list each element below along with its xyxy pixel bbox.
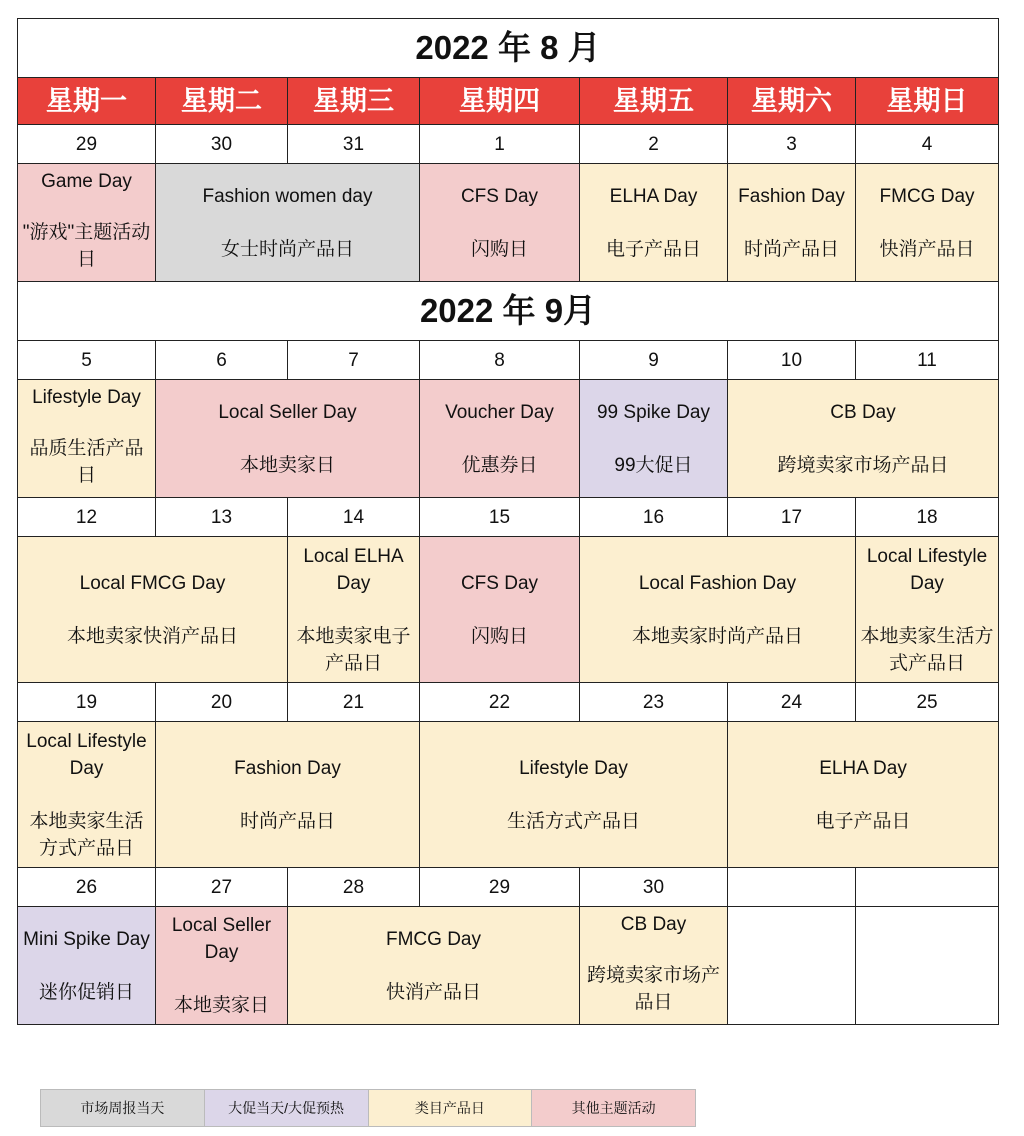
event-cell — [18, 537, 288, 683]
event-name-cn: 99大促日 — [614, 454, 693, 476]
event-cell — [420, 537, 580, 683]
event-cell — [18, 722, 156, 868]
event-name-en: ELHA Day — [609, 185, 698, 207]
event-cell — [856, 537, 999, 683]
event-name-cn: 迷你促销日 — [38, 981, 134, 1003]
calendar-table — [17, 18, 999, 1025]
date-cell: 31 — [288, 125, 420, 164]
date-cell: 15 — [420, 498, 580, 537]
date-cell: 30 — [580, 868, 728, 907]
event-name-cn: 快消产品日 — [385, 981, 481, 1003]
event-name-cn: 跨境卖家市场产品日 — [586, 965, 720, 1013]
event-cell — [156, 907, 288, 1025]
event-cell — [420, 380, 580, 498]
date-cell: 25 — [856, 683, 999, 722]
weekday-header: 星期三 — [288, 78, 420, 125]
event-name-cn: 生活方式产品日 — [506, 810, 640, 832]
date-cell: 10 — [728, 341, 856, 380]
event-name-cn: 女士时尚产品日 — [220, 238, 354, 260]
event-cell — [580, 907, 728, 1025]
event-cell — [580, 164, 728, 282]
event-name-cn: 优惠券日 — [461, 454, 538, 476]
date-cell: 18 — [856, 498, 999, 537]
event-cell — [856, 164, 999, 282]
weekday-header: 星期一 — [18, 78, 156, 125]
event-name-cn: 闪购日 — [470, 625, 528, 647]
date-cell — [728, 868, 856, 907]
date-cell: 20 — [156, 683, 288, 722]
event-name-en: Local Seller Day — [218, 401, 357, 423]
event-name-cn: 本地卖家日 — [173, 995, 269, 1016]
event-name-en: Voucher Day — [445, 401, 554, 423]
event-cell — [18, 164, 156, 282]
date-cell: 17 — [728, 498, 856, 537]
event-name-cn: 本地卖家电子产品日 — [296, 625, 411, 674]
event-name-cn: 跨境卖家市场产品日 — [777, 454, 949, 476]
event-name-en: Local Lifestyle Day — [26, 730, 147, 779]
event-name-cn: 电子产品日 — [605, 238, 701, 260]
legend — [40, 1089, 696, 1127]
empty-cell — [856, 907, 999, 1025]
event-name-cn: 本地卖家生活方式产品日 — [29, 810, 144, 859]
event-name-en: Lifestyle Day — [519, 757, 628, 779]
date-cell: 29 — [18, 125, 156, 164]
event-name-en: Lifestyle Day — [32, 387, 141, 408]
event-name-en: ELHA Day — [819, 757, 907, 779]
event-name-en: Game Day — [41, 171, 132, 192]
event-name-cn: 时尚产品日 — [239, 810, 335, 832]
date-cell: 24 — [728, 683, 856, 722]
empty-cell — [728, 907, 856, 1025]
event-name-en: CB Day — [830, 401, 896, 423]
legend-item-weekly: 市场周报当天 — [41, 1090, 205, 1126]
event-name-en: Local ELHA Day — [303, 545, 404, 594]
event-name-en: Fashion Day — [234, 757, 341, 779]
weekday-header: 星期六 — [728, 78, 856, 125]
date-cell: 9 — [580, 341, 728, 380]
date-cell: 26 — [18, 868, 156, 907]
event-name-en: CFS Day — [460, 185, 539, 207]
date-cell: 1 — [420, 125, 580, 164]
event-name-en: Local FMCG Day — [79, 572, 226, 594]
date-cell: 8 — [420, 341, 580, 380]
date-cell: 6 — [156, 341, 288, 380]
weekday-header: 星期四 — [420, 78, 580, 125]
event-name-cn: 快消产品日 — [879, 238, 975, 260]
legend-item-other: 其他主题活动 — [532, 1090, 695, 1126]
event-cell — [156, 722, 420, 868]
event-cell — [156, 380, 420, 498]
event-name-en: CFS Day — [460, 572, 539, 594]
date-cell: 14 — [288, 498, 420, 537]
event-name-cn: 本地卖家日 — [239, 454, 335, 476]
event-name-en: Mini Spike Day — [23, 928, 150, 950]
month-title-sep: 2022 年 9月 — [18, 282, 999, 341]
date-cell: 23 — [580, 683, 728, 722]
event-name-cn: 本地卖家时尚产品日 — [631, 625, 803, 647]
weekday-header: 星期二 — [156, 78, 288, 125]
weekday-header: 星期五 — [580, 78, 728, 125]
date-cell: 19 — [18, 683, 156, 722]
legend-item-promo: 大促当天/大促预热 — [205, 1090, 369, 1126]
date-cell: 2 — [580, 125, 728, 164]
date-cell: 27 — [156, 868, 288, 907]
event-name-en: Local Fashion Day — [638, 572, 797, 594]
event-cell — [18, 380, 156, 498]
date-cell: 5 — [18, 341, 156, 380]
event-cell — [728, 722, 999, 868]
date-cell: 30 — [156, 125, 288, 164]
date-cell — [856, 868, 999, 907]
event-name-en: FMCG Day — [879, 185, 975, 207]
date-cell: 16 — [580, 498, 728, 537]
date-cell: 13 — [156, 498, 288, 537]
event-name-cn: 品质生活产品日 — [29, 438, 144, 486]
event-name-cn: "游戏"主题活动日 — [22, 222, 151, 270]
date-cell: 29 — [420, 868, 580, 907]
event-name-en: CB Day — [620, 914, 687, 935]
date-cell: 21 — [288, 683, 420, 722]
event-name-cn: 时尚产品日 — [743, 238, 839, 260]
event-name-cn: 电子产品日 — [815, 810, 911, 832]
event-name-en: FMCG Day — [386, 928, 481, 950]
weekday-header: 星期日 — [856, 78, 999, 125]
date-cell: 22 — [420, 683, 580, 722]
event-cell — [580, 537, 856, 683]
month-title-aug: 2022 年 8 月 — [18, 19, 999, 78]
date-cell: 4 — [856, 125, 999, 164]
date-cell: 28 — [288, 868, 420, 907]
event-cell — [18, 907, 156, 1025]
event-cell — [728, 380, 999, 498]
event-name-en: Local Lifestyle Day — [866, 545, 988, 594]
event-name-en: Local Seller Day — [171, 915, 272, 963]
date-cell: 3 — [728, 125, 856, 164]
event-cell — [156, 164, 420, 282]
event-cell — [288, 537, 420, 683]
date-cell: 7 — [288, 341, 420, 380]
event-cell — [728, 164, 856, 282]
legend-item-category: 类目产品日 — [369, 1090, 533, 1126]
event-name-cn: 闪购日 — [470, 238, 528, 260]
event-name-cn: 本地卖家生活方式产品日 — [860, 625, 994, 674]
event-cell — [420, 164, 580, 282]
event-cell — [580, 380, 728, 498]
event-cell — [288, 907, 580, 1025]
date-cell: 12 — [18, 498, 156, 537]
date-cell: 11 — [856, 341, 999, 380]
event-name-en: 99 Spike Day — [596, 401, 710, 423]
event-name-en: Fashion Day — [738, 185, 845, 207]
event-name-en: Fashion women day — [202, 185, 373, 207]
event-cell — [420, 722, 728, 868]
event-name-cn: 本地卖家快消产品日 — [66, 625, 238, 647]
